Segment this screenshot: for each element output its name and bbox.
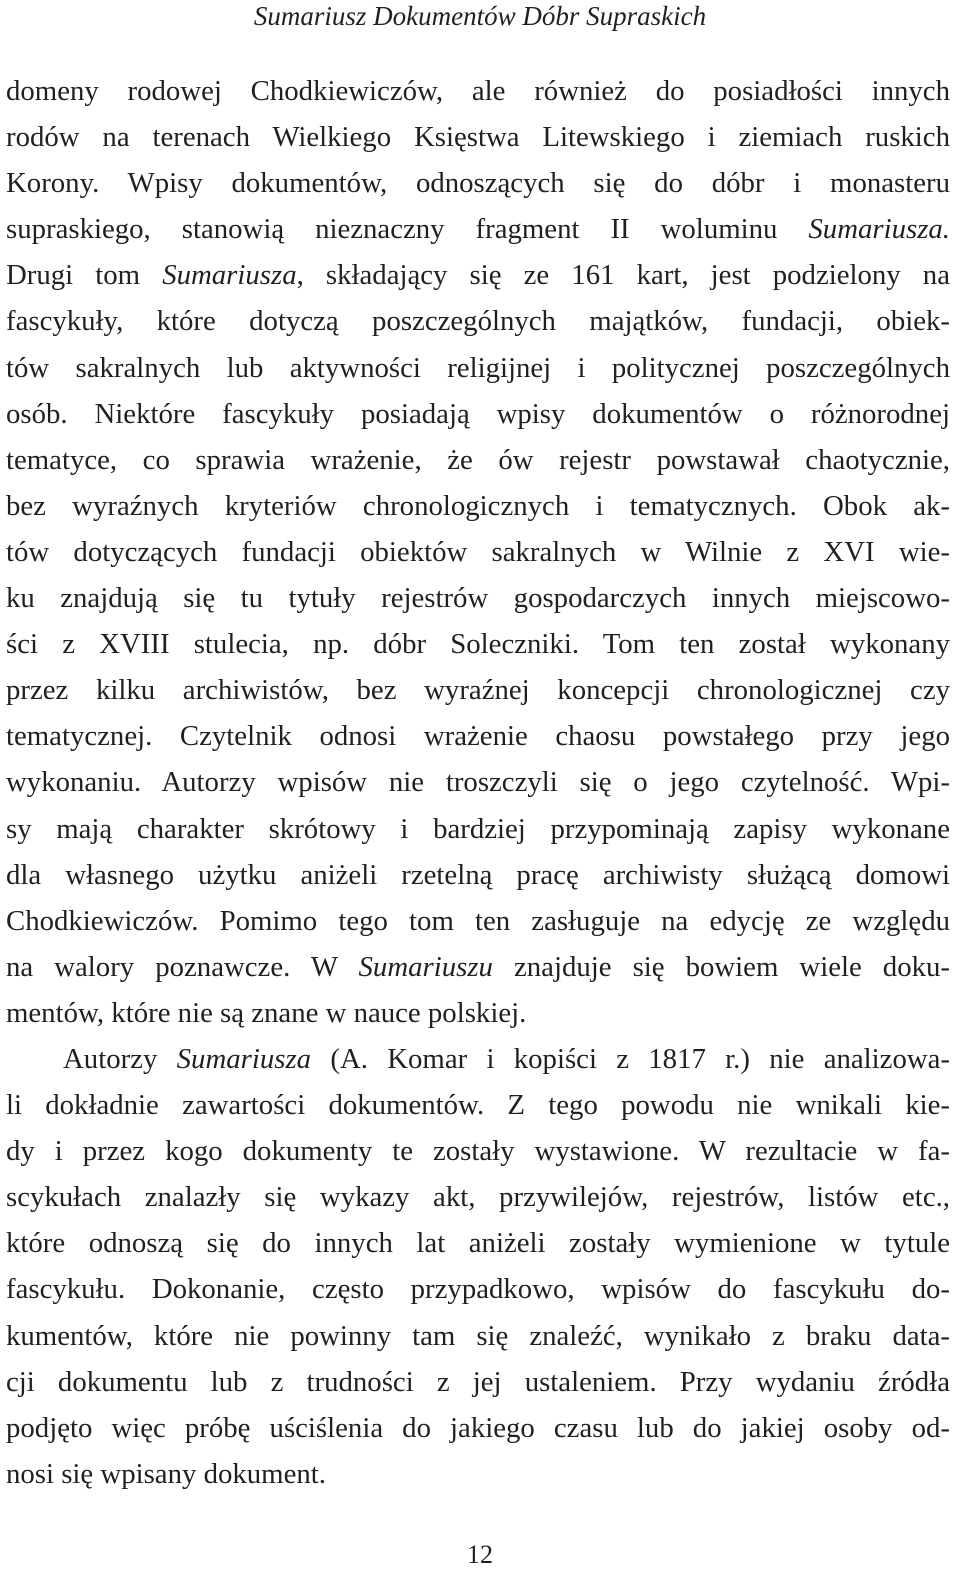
text-line: rodów na terenach Wielkiego Księstwa Litewskiego i ziemiach ruskich: [6, 121, 950, 154]
text-line: [6, 252, 950, 298]
text-line: przez kilku archiwistów, bez wyraźnej koncepcji chronologicznej czy: [6, 674, 950, 707]
page-number: 12: [467, 1540, 493, 1569]
text-line: tematyce, co sprawia wrażenie, że ów rejestr powstawał chaotycznie,: [6, 443, 950, 476]
italic-title: Sumariusza: [162, 259, 297, 292]
text-segment: Autorzy: [63, 1042, 177, 1075]
text-segment: Drugi tom: [6, 259, 163, 292]
text-line: kumentów, które nie powinny tam się znaleźć, wynikało z braku data-: [6, 1319, 950, 1352]
text-segment: na walory poznawcze. W: [6, 950, 359, 983]
text-line: dla własnego użytku aniżeli rzetelną pracę archiwisty służącą domowi: [6, 858, 950, 891]
text-line: wykonaniu. Autorzy wpisów nie troszczyli się o jego czytelność. Wpi-: [6, 766, 950, 799]
text-line: fascykuły, które dotyczą poszczególnych majątków, fundacji, obiek-: [6, 305, 950, 338]
text-line: scykułach znalazły się wykazy akt, przywilejów, rejestrów, listów etc.,: [6, 1181, 950, 1214]
text-line: podjęto więc próbę uściślenia do jakiego czasu lub do jakiej osoby od-: [6, 1411, 950, 1444]
text-line: [6, 1036, 950, 1082]
text-line: nosi się wpisany dokument.: [6, 1457, 326, 1490]
italic-title: Sumariusza.: [808, 213, 950, 246]
text-line: sy mają charakter skrótowy i bardziej przypominają zapisy wykonane: [6, 812, 950, 845]
text-line: bez wyraźnych kryteriów chronologicznych i tematycznych. Obok ak-: [6, 489, 950, 522]
text-line: [6, 944, 950, 990]
text-segment: znajduje się bowiem wiele doku-: [492, 950, 950, 983]
text-line: domeny rodowej Chodkiewiczów, ale również do posiadłości innych: [6, 75, 950, 107]
running-head: Sumariusz Dokumentów Dóbr Supraskich: [253, 1, 707, 31]
text-line: ku znajdują się tu tytuły rejestrów gospodarczych innych miejscowo-: [6, 582, 950, 615]
text-line: fascykułu. Dokonanie, często przypadkowo, wpisów do fascykułu do-: [6, 1273, 950, 1306]
text-line: cji dokumentu lub z trudności z jej ustaleniem. Przy wydaniu źródła: [6, 1365, 950, 1398]
text-line: osób. Niektóre fascykuły posiadają wpisy dokumentów o różnorodnej: [6, 397, 950, 430]
paragraph-1: [6, 68, 950, 1036]
text-line: Korony. Wpisy dokumentów, odnoszących się do dóbr i monasteru: [6, 167, 950, 200]
italic-title: Sumariuszu: [358, 950, 493, 983]
text-segment: , składający się ze 161 kart, jest podzielony na: [296, 259, 950, 292]
text-line: [6, 206, 950, 252]
text-line: które odnoszą się do innych lat aniżeli zostały wymienione w tytule: [6, 1227, 950, 1260]
text-line: mentów, które nie są znane w nauce polskiej.: [6, 996, 527, 1029]
text-line: li dokładnie zawartości dokumentów. Z tego powodu nie wnikali kie-: [6, 1089, 950, 1122]
text-line: tów dotyczących fundacji obiektów sakralnych w Wilnie z XVI wie-: [6, 535, 950, 568]
text-line: tematycznej. Czytelnik odnosi wrażenie chaosu powstałego przy jego: [6, 720, 950, 753]
body-text: [6, 68, 950, 1497]
text-segment: (A. Komar i kopiści z 1817 r.) nie analizowa-: [311, 1042, 951, 1075]
text-line: dy i przez kogo dokumenty te zostały wystawione. W rezultacie w fa-: [6, 1135, 950, 1168]
text-line: Chodkiewiczów. Pomimo tego tom ten zasługuje na edycję ze względu: [6, 904, 950, 937]
text-segment: supraskiego, stanowią nieznaczny fragment II woluminu: [6, 213, 809, 246]
italic-title: Sumariusza: [176, 1042, 312, 1075]
text-line: tów sakralnych lub aktywności religijnej i politycznej poszczególnych: [6, 351, 950, 384]
paragraph-2: [6, 1036, 950, 1497]
text-line: ści z XVIII stulecia, np. dóbr Soleczniki. Tom ten został wykonany: [6, 628, 950, 661]
